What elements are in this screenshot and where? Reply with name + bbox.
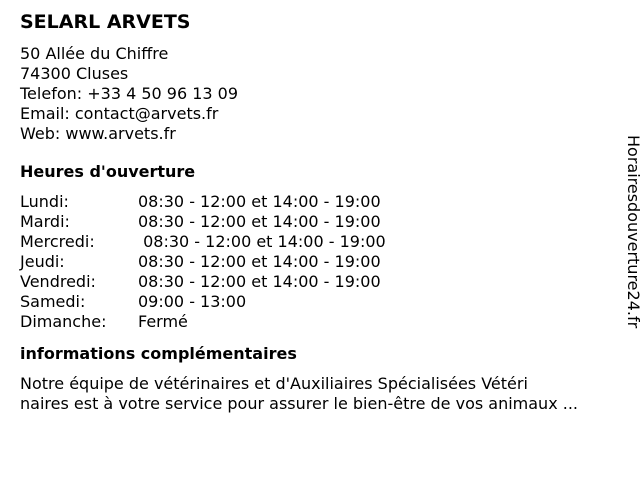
hours-day: Mercredi: [20,232,95,251]
web-line: Web: www.arvets.fr [20,124,176,143]
postal-city: 74300 Cluses [20,64,129,83]
info-line: naires est à votre service pour assurer le bien-être de vos animaux ... [20,394,579,413]
hours-row-samedi [20,292,610,312]
hours-day: Samedi: [20,292,86,311]
hours-time: 08:30 - 12:00 et 14:00 - 19:00 [138,252,381,271]
hours-time: Fermé [138,312,188,331]
phone-line: Telefon: +33 4 50 96 13 09 [20,84,239,103]
hours-row-mardi [20,212,610,232]
hours-row-lundi [20,192,610,212]
street-address: 50 Allée du Chiffre [20,44,169,63]
hours-row-jeudi [20,252,610,272]
hours-day: Lundi: [20,192,69,211]
hours-day: Dimanche: [20,312,107,331]
info-description [20,374,635,414]
hours-row-vendredi [20,272,610,292]
hours-time: 09:00 - 13:00 [138,292,247,311]
hours-heading: Heures d'ouverture [20,162,196,181]
hours-row-mercredi [20,232,610,252]
info-line: Notre équipe de vétérinaires et d'Auxiliaires Spécialisées Vétéri [20,374,528,393]
address-block [20,44,610,144]
hours-time: 08:30 - 12:00 et 14:00 - 19:00 [138,232,386,251]
hours-day: Vendredi: [20,272,96,291]
hours-time: 08:30 - 12:00 et 14:00 - 19:00 [138,192,381,211]
side-brand-watermark: Horairesdouverture24.fr [624,135,643,329]
company-name: SELARL ARVETS [20,11,191,33]
hours-day: Jeudi: [20,252,65,271]
info-heading: informations complémentaires [20,344,297,363]
business-card [20,10,610,414]
email-line: Email: contact@arvets.fr [20,104,219,123]
hours-day: Mardi: [20,212,70,231]
hours-time: 08:30 - 12:00 et 14:00 - 19:00 [138,212,381,231]
hours-table [20,192,610,332]
hours-time: 08:30 - 12:00 et 14:00 - 19:00 [138,272,381,291]
hours-row-dimanche [20,312,610,332]
